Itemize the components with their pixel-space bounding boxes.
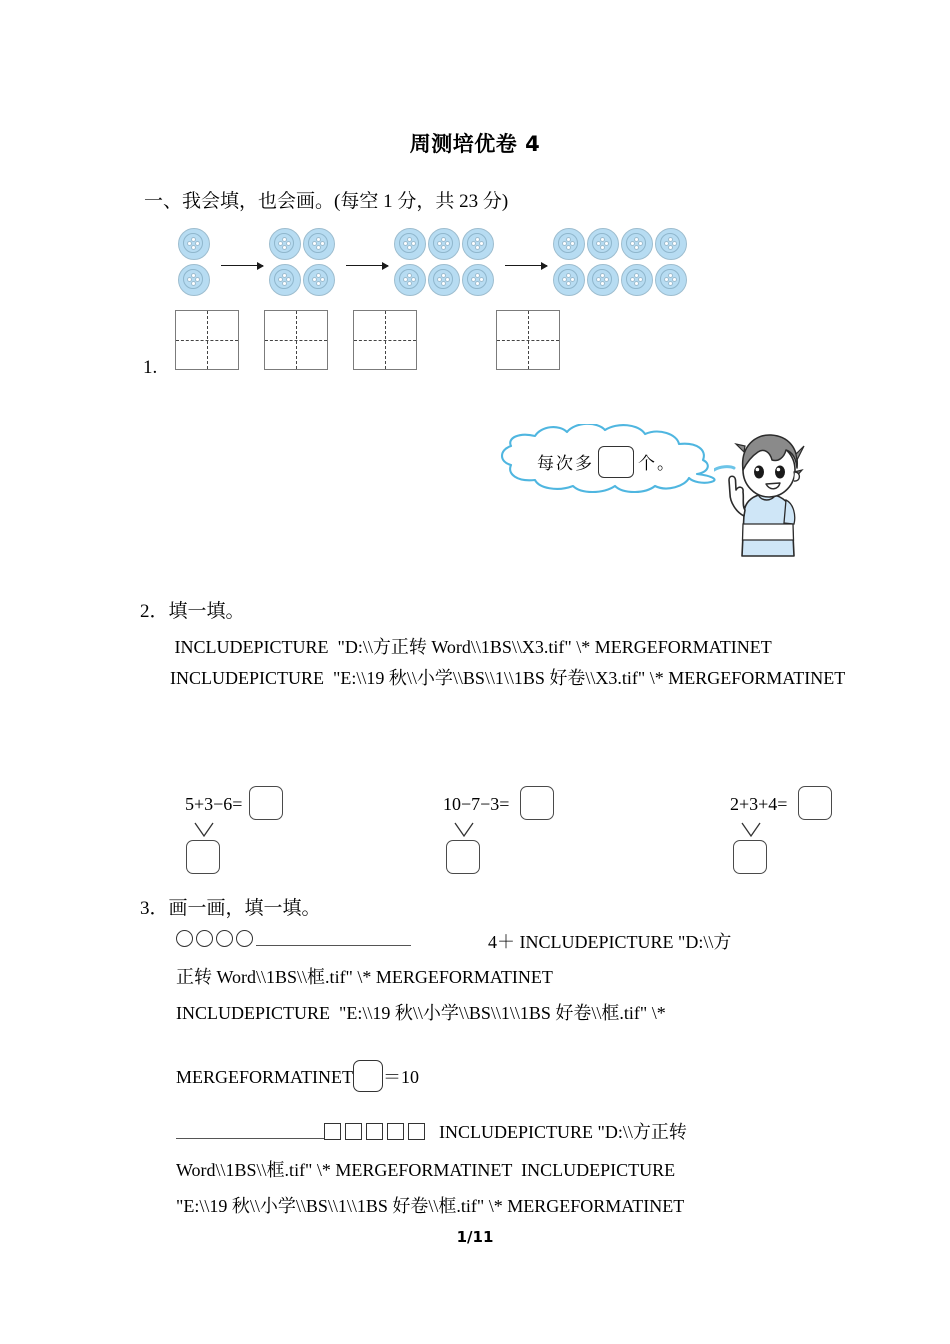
calc-answer-box[interactable]	[249, 786, 283, 820]
item-3-line-6: "E:\\19 秋\\小学\\BS\\1\\1BS 好卷\\框.tif" \* MERGEFORMATINET	[176, 1196, 685, 1216]
merge-suffix-text: ＝10	[383, 1067, 420, 1087]
button-row	[553, 264, 689, 298]
button-pattern-illustration	[178, 228, 608, 300]
calc-expression: 5+3−6=	[185, 794, 243, 814]
answer-blank-line[interactable]	[176, 1124, 324, 1139]
button-icon	[621, 228, 653, 260]
button-icon	[621, 264, 653, 296]
calc-intermediate-box[interactable]	[186, 840, 220, 874]
button-row	[394, 228, 496, 262]
merge-prefix-text: MERGEFORMATINET	[176, 1067, 354, 1087]
button-icon	[269, 264, 301, 296]
button-icon	[553, 228, 585, 260]
item-2-heading	[140, 596, 245, 623]
button-icon	[462, 228, 494, 260]
arrow-icon	[221, 261, 263, 271]
bubble-text-after: 个。	[638, 454, 676, 473]
calc-problem-3	[730, 786, 850, 876]
button-row	[394, 264, 496, 298]
answer-blank-line[interactable]	[256, 931, 411, 946]
button-icon	[553, 264, 585, 296]
square-icon	[345, 1123, 362, 1140]
button-icon	[394, 264, 426, 296]
footer-page-number: 1/11	[456, 1228, 494, 1246]
square-icon	[408, 1123, 425, 1140]
calc-problem-1	[185, 786, 305, 876]
calc-expression: 10−7−3=	[443, 794, 510, 814]
item-3-line-5: Word\\1BS\\框.tif" \* MERGEFORMATINET INCLUDEPICTURE	[176, 1160, 676, 1180]
answer-grid-box[interactable]	[496, 310, 560, 370]
circle-icon	[176, 930, 193, 947]
bubble-text	[537, 446, 676, 478]
button-row	[553, 228, 689, 262]
square-icon	[366, 1123, 383, 1140]
square-icon	[324, 1123, 341, 1140]
item-3-answer-box[interactable]	[353, 1060, 383, 1092]
calc-answer-box[interactable]	[798, 786, 832, 820]
bubble-answer-box[interactable]	[598, 446, 634, 478]
button-icon	[655, 228, 687, 260]
v-connector-icon	[453, 822, 475, 838]
button-icon	[655, 264, 687, 296]
button-row	[269, 264, 337, 298]
circle-icon	[196, 930, 213, 947]
button-icon	[269, 228, 301, 260]
calc-intermediate-box[interactable]	[446, 840, 480, 874]
arrow-icon	[505, 261, 547, 271]
item-3-line-2: 正转 Word\\1BS\\框.tif" \* MERGEFORMATINET	[176, 967, 553, 987]
arrow-icon	[346, 261, 388, 271]
item-3-number: 3．	[140, 898, 169, 919]
calc-intermediate-box[interactable]	[733, 840, 767, 874]
button-icon	[178, 264, 210, 296]
answer-grid-box[interactable]	[264, 310, 328, 370]
speech-bubble	[497, 424, 732, 496]
button-icon	[462, 264, 494, 296]
button-icon	[587, 228, 619, 260]
button-row	[178, 264, 212, 298]
bubble-text-before: 每次多	[537, 454, 594, 473]
v-connector-icon	[193, 822, 215, 838]
calc-problem-2	[443, 786, 568, 876]
item-3-merge-line	[176, 1060, 419, 1092]
button-icon	[587, 264, 619, 296]
item-2-label: 填一填。	[168, 601, 245, 622]
section-one-heading: 一、我会填，也会画。(每空 1 分，共 23 分)	[144, 191, 509, 212]
item-3-squares-tail-text: INCLUDEPICTURE "D:\\方正转	[439, 1122, 687, 1142]
item-1-number: 1.	[143, 357, 158, 378]
item-3-squares-row	[176, 1118, 687, 1144]
item-2-field-code: INCLUDEPICTURE "D:\\方正转 Word\\1BS\\X3.tif" \* MERGEFORMATINET INCLUDEPICTURE "E:\\19 秋\\小学\\BS\\1\\1BS 好卷\\X3.tif" \* MERGEFORMATINET	[170, 637, 846, 688]
item-3-label: 画一画，填一填。	[168, 898, 321, 919]
circle-icon	[216, 930, 233, 947]
button-row	[269, 228, 337, 262]
button-icon	[178, 228, 210, 260]
item-3-circles-row	[176, 930, 411, 947]
item-3-heading	[140, 893, 321, 920]
page-title: 周测培优卷 4	[409, 132, 541, 156]
button-icon	[303, 228, 335, 260]
button-icon	[394, 228, 426, 260]
v-connector-icon	[740, 822, 762, 838]
answer-grid-box[interactable]	[175, 310, 239, 370]
button-icon	[428, 228, 460, 260]
button-icon	[303, 264, 335, 296]
item-3-right-text: 4＋ INCLUDEPICTURE "D:\\方	[488, 932, 732, 952]
boy-character-illustration	[714, 428, 814, 576]
item-2-number: 2．	[140, 601, 169, 622]
circle-icon	[236, 930, 253, 947]
button-row	[178, 228, 212, 262]
item-3-line-3: INCLUDEPICTURE "E:\\19 秋\\小学\\BS\\1\\1BS 好卷\\框.tif" \*	[176, 1003, 666, 1023]
square-icon	[387, 1123, 404, 1140]
button-icon	[428, 264, 460, 296]
calc-answer-box[interactable]	[520, 786, 554, 820]
calc-expression: 2+3+4=	[730, 794, 788, 814]
answer-grid-box[interactable]	[353, 310, 417, 370]
